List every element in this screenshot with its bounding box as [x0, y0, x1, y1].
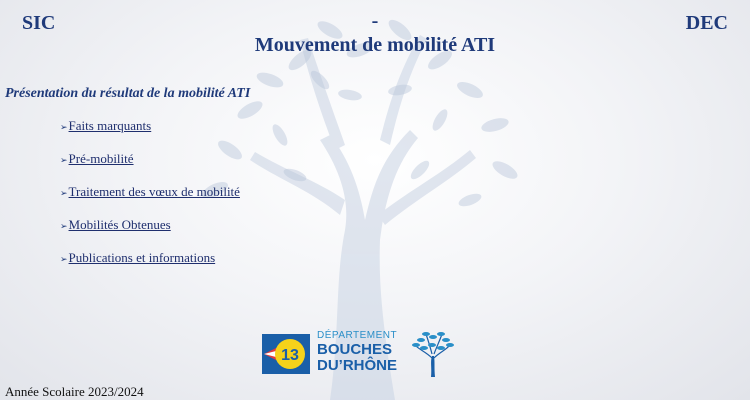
header-right-label: DEC [685, 12, 728, 34]
list-item [60, 118, 240, 151]
list-item [60, 217, 240, 250]
list-item [60, 151, 240, 184]
link-pre-mobilite[interactable]: Pré-mobilité [68, 151, 134, 166]
page-title: Mouvement de mobilité ATI [254, 34, 496, 56]
logo-text [317, 330, 397, 374]
link-mobilites-obtenues[interactable]: Mobilités Obtenues [68, 217, 171, 232]
arrow-bullet-icon: ➢ [60, 188, 68, 198]
arrow-bullet-icon: ➢ [60, 221, 68, 231]
logo-line-departement: DÉPARTEMENT [317, 330, 398, 341]
list-item [60, 250, 240, 283]
emblem-number: 13 [281, 347, 299, 364]
link-traitement-voeux[interactable]: Traitement des vœux de mobilité [68, 184, 240, 199]
arrow-bullet-icon: ➢ [60, 122, 68, 132]
list-item [60, 184, 240, 217]
section-subtitle: Présentation du résultat de la mobilité ATI [5, 86, 251, 101]
department-logo [262, 330, 457, 378]
link-list [60, 118, 240, 283]
school-year-footer: Année Scolaire 2023/2024 [5, 384, 144, 399]
olive-tree-icon [410, 330, 455, 378]
logo-line-bouches: BOUCHES [317, 341, 393, 358]
header-left-label: SIC [22, 12, 56, 34]
department-emblem-icon [262, 334, 310, 374]
arrow-bullet-icon: ➢ [60, 254, 68, 264]
logo-line-du-rhone: DU’RHÔNE [317, 357, 398, 374]
link-publications-informations[interactable]: Publications et informations [68, 250, 216, 265]
link-faits-marquants[interactable]: Faits marquants [68, 118, 152, 133]
header-dash: - [371, 10, 379, 32]
arrow-bullet-icon: ➢ [60, 155, 68, 165]
